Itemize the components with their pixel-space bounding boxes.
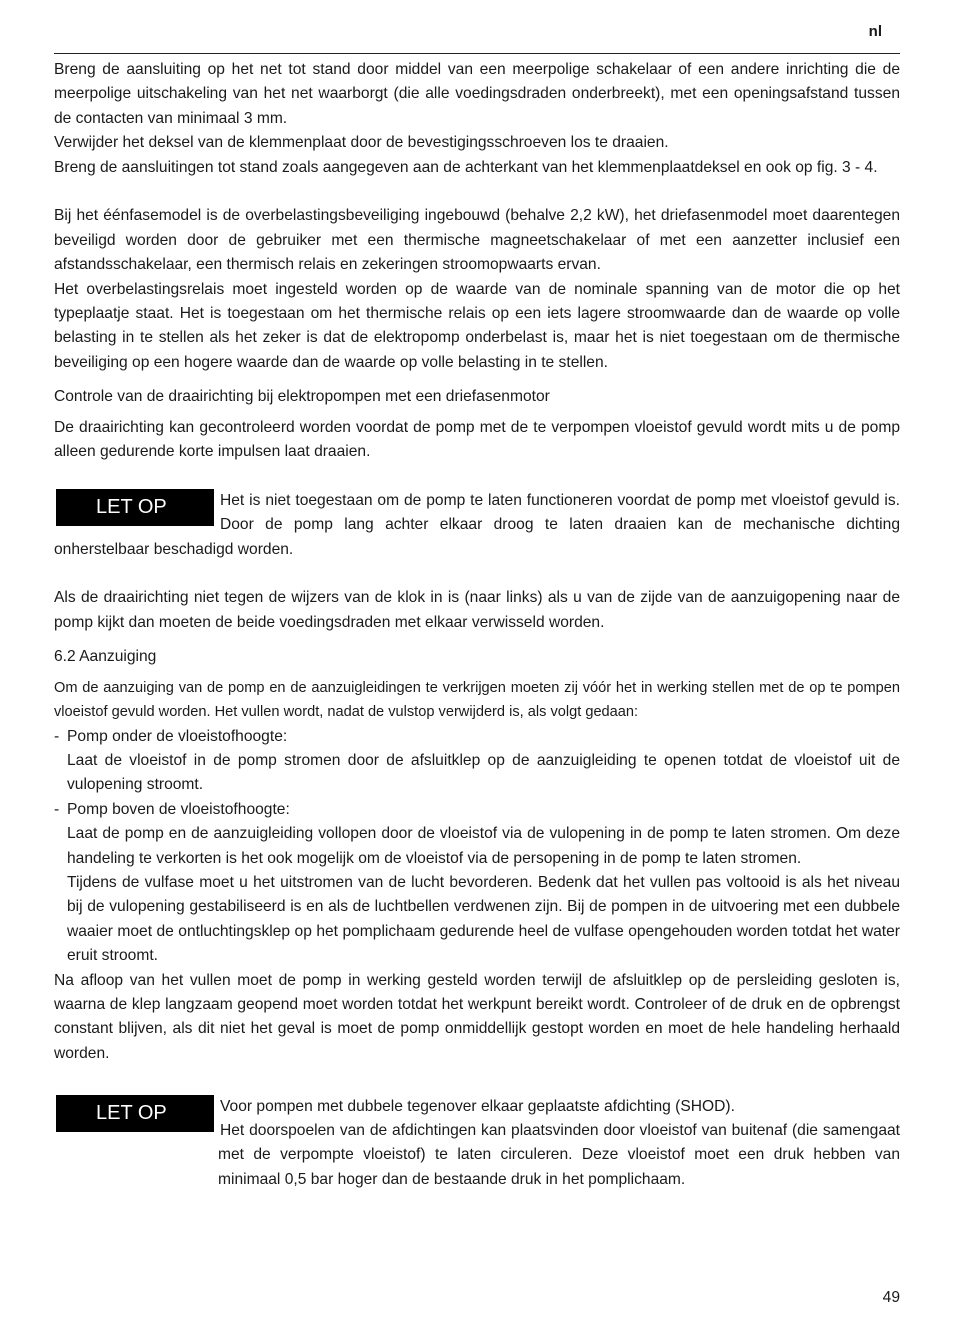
rotation-heading: Controle van de draairichting bij elektropompen met een driefasenmotor — [54, 388, 550, 406]
priming-above-text-1: Laat de pomp en de aanzuigleiding vollopen door de vloeistof via de vulopening in de pomp te laten stromen. Om deze handeling te verkorten is het ook mogelijk om de vloeistof via de persopening in de pomp te laten stromen. — [67, 825, 900, 867]
page-content — [54, 58, 900, 1192]
priming-above-title: - Pomp boven de vloeistofhoogte: — [54, 798, 900, 822]
paragraph-relay: Het overbelastingsrelais moet ingesteld worden op de waarde van de nominale spanning van de motor die op het typeplaatje staat. Het is toegestaan om het thermische relais op een iets lagere stroomwaarde dan de waarde op volle belasting in te stellen als het zeker is dat de elektropomp onderbelast is, maar het is niet toegestaan om de thermische beveiliging op een hogere waarde dan de waarde op volle belasting in te stellen. — [54, 280, 900, 371]
paragraph-connection: Breng de aansluiting op het net tot stand door middel van een meerpolige schakelaar of een andere inrichting die de meerpolige uitschakeling van het net waarborgt (die alle voedingsdraden onderbreekt), met een openingsafstand tussen de contacten van minimaal 3 mm. — [54, 61, 900, 127]
warning-shod — [54, 1095, 900, 1193]
priming-above-text-2: Tijdens de vulfase moet u het uitstromen van de lucht bevorderen. Bedenk dat het vullen pas voltooid is als het niveau bij de vulopening gestabiliseerd is en als de luchtbellen verdwenen zijn. Bij de pompen in de uitvoering met een dubbele waaier moet de ontluchtingsklep op het pomplichaam gedurende heel de vulfase opengehouden worden totdat het water eruit stroomt. — [67, 873, 900, 965]
warning-text: Het is niet toegestaan om de pomp te laten functioneren voordat de pomp met vloeistof gevuld is. Door de pomp lang achter elkaar droog te laten draaien kan de mechanische dichting onherstelbaar beschadigd worden. — [54, 491, 900, 558]
page-number: 49 — [882, 1289, 900, 1306]
rotation-text-2: Als de draairichting niet tegen de wijzers van de klok in is (naar links) als u van de zijde van de aanzuigopening naar de pomp kijkt dan moeten de beide voedingsdraden met elkaar verwisseld worden. — [54, 589, 900, 631]
paragraph-cover: Verwijder het deksel van de klemmenplaat door de bevestigingsschroeven los te draaien. — [54, 134, 669, 152]
warning-dry-run — [54, 489, 900, 562]
priming-below-text: Laat de vloeistof in de pomp stromen door de afsluitklep op de aanzuigleiding te openen totdat de vloeistof uit de vulopening stroomt. — [67, 751, 900, 794]
priming-heading: 6.2 Aanzuiging — [54, 648, 157, 666]
priming-intro: Om de aanzuiging van de pomp en de aanzuigleidingen te verkrijgen moeten zij vóór het in werking stellen met de op te pompen vloeistof gevuld worden. Het vullen wordt, nadat de vulstop verwijderd is, als volgt gedaan: — [54, 679, 900, 721]
paragraph-connections: Breng de aansluitingen tot stand zoals aangegeven aan de achterkant van het klemmenplaatdeksel en ook op fig. 3 - 4. — [54, 158, 878, 176]
paragraph-overload: Bij het éénfasemodel is de overbelastingsbeveiliging ingebouwd (behalve 2,2 kW), het driefasenmodel moet daarentegen beveiligd worden door de gebruiker met een thermische magneetschakelaar of met een aanzetter inclusief een afstandsschakelaar, een thermisch relais en zekeringen stroomopwaarts ervan. — [54, 207, 900, 274]
warning-shod-line-1: Voor pompen met dubbele tegenover elkaar geplaatste afdichting (SHOD). — [220, 1097, 735, 1115]
priming-after-text: Na afloop van het vullen moet de pomp in werking gesteld worden terwijl de afsluitklep op de persleiding gesloten is, waarna de klep langzaam geopend moet worden totdat het werkpunt bereikt wordt. Controleer of de druk en de opbrengst constant blijven, als dit niet het geval is moet de pomp onmiddellijk gestopt worden en moet de hele handeling herhaald worden. — [54, 971, 900, 1062]
header-rule — [54, 53, 900, 54]
priming-below-title: - Pomp onder de vloeistofhoogte: — [54, 725, 900, 749]
warning-label: LET OP — [56, 1095, 214, 1132]
language-marker: nl — [868, 23, 882, 40]
warning-shod-line-2: Het doorspoelen van de afdichtingen kan plaatsvinden door vloeistof van buitenaf (die samengaat met de verpompte vloeistof) te laten circuleren. Deze vloeistof moet een druk hebben van minimaal 0,5 bar hoger dan de bestaande druk in het pomplichaam. — [218, 1122, 900, 1188]
warning-label: LET OP — [56, 489, 214, 526]
rotation-text: De draairichting kan gecontroleerd worden voordat de pomp met de te verpompen vloeistof gevuld wordt mits u de pomp alleen gedurende korte impulsen laat draaien. — [54, 418, 900, 461]
